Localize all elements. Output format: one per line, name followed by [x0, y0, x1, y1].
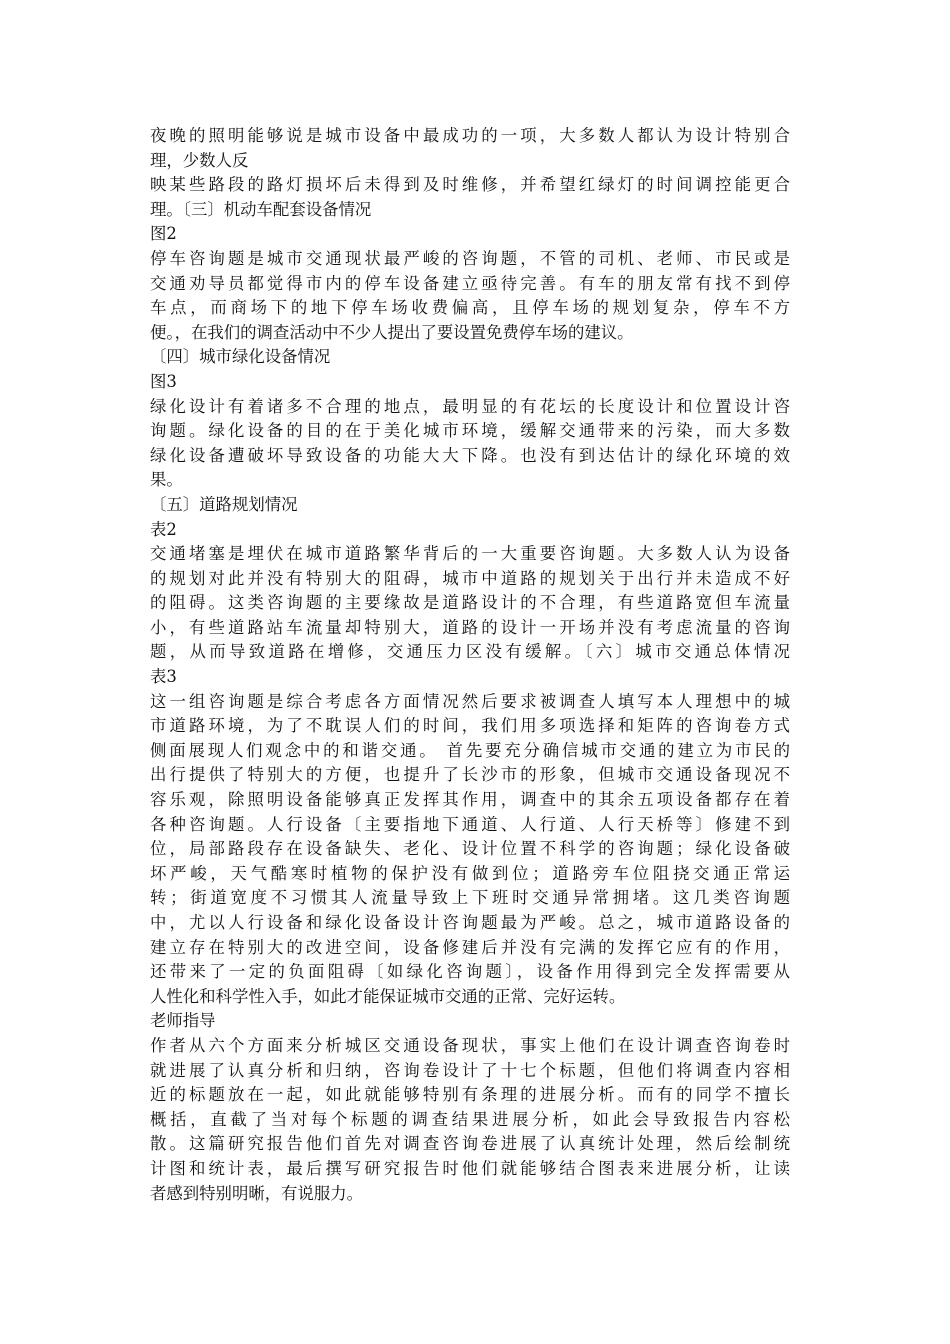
text-line: 计图和统计表，最后撰写研究报告时他们就能够结合图表来进展分析，让读	[150, 1158, 790, 1178]
text-line: 作者从六个方面来分析城区交通设备现状，事实上他们在设计调查咨询卷时	[150, 1035, 790, 1055]
text-line: 小，有些道路站车流量却特别大，道路的设计一开场并没有考虑流量的咨询	[150, 617, 790, 637]
text-line: 建立存在特别大的改进空间，设备修建后并没有完满的发挥它应有的作用，	[150, 937, 790, 957]
text-line: 出行提供了特别大的方便，也提升了长沙市的形象，但城市交通设备现况不	[150, 765, 790, 785]
text-line: 交通堵塞是埋伏在城市道路繁华背后的一大重要咨询题。大多数人认为设备	[150, 544, 790, 564]
text-line: 转；街道宽度不习惯其人流量导致上下班时交通异常拥堵。这几类咨询题	[150, 888, 790, 908]
text-line: 中，尤以人行设备和绿化设备设计咨询题最为严峻。总之，城市道路设备的	[150, 913, 790, 932]
text-line: 各种咨询题。人行设备〔主要指地下通道、人行道、人行天桥等〕修建不到	[150, 814, 790, 834]
text-line: 交通劝导员都觉得市内的停车设备建立亟待完善。有车的朋友常有找不到停	[150, 273, 790, 293]
document-body	[150, 124, 790, 1206]
text-line: 人性化和科学性入手，如此才能保证城市交通的正常、完好运转。	[150, 986, 626, 1006]
text-line: 者感到特别明晰，有说服力。	[150, 1183, 364, 1203]
text-line: 绿化设计有着诸多不合理的地点，最明显的有花坛的长度设计和位置设计咨	[150, 396, 790, 416]
section-heading-3: 理。〔三〕机动车配套设备情况	[150, 199, 372, 219]
text-line: 夜晚的照明能够说是城市设备中最成功的一项，大多数人都认为设计特别合	[150, 126, 790, 145]
section-heading-teacher: 老师指导	[150, 1011, 216, 1031]
text-line: 车点，而商场下的地下停车场收费偏高，且停车场的规划复杂，停车不方	[150, 298, 790, 318]
table-label-3: 表3	[150, 667, 177, 687]
text-line: 的阻碍。这类咨询题的主要缘故是道路设计的不合理，有些道路宽但车流量	[150, 593, 790, 613]
text-line: 果。	[150, 470, 183, 490]
text-line: 还带来了一定的负面阻碍〔如绿化咨询题〕，设备作用得到完全发挥需要从	[150, 962, 790, 982]
figure-label-2: 图2	[150, 224, 177, 244]
text-line: 容乐观，除照明设备能够真正发挥其作用，调查中的其余五项设备都存在着	[150, 790, 790, 810]
text-line: 位，局部路段存在设备缺失、老化、设计位置不科学的咨询题；绿化设备破	[150, 839, 790, 859]
text-line: 侧面展现人们观念中的和谐交通。 首先要充分确信城市交通的建立为市民的	[150, 740, 790, 760]
text-line: 的规划对此并没有特别大的阻碍，城市中道路的规划关于出行并未造成不好	[150, 568, 790, 588]
text-line: 这一组咨询题是综合考虑各方面情况然后要求被调查人填写本人理想中的城	[150, 691, 790, 711]
text-line: 散。这篇研究报告他们首先对调查咨询卷进展了认真统计处理，然后绘制统	[150, 1134, 790, 1154]
text-line: 市道路环境，为了不耽误人们的时间，我们用多项选择和矩阵的咨询卷方式	[150, 716, 790, 736]
table-label-2: 表2	[150, 519, 177, 539]
text-line: 询题。绿化设备的目的在于美化城市环境，缓解交通带来的污染，而大多数	[150, 421, 790, 441]
text-line: 就进展了认真分析和归纳，咨询卷设计了十七个标题，但他们将调查内容相	[150, 1060, 790, 1080]
text-line: 题，从而导致道路在增修，交通压力区没有缓解。〔六〕城市交通总体情况	[150, 642, 790, 662]
text-line: 理，少数人反	[150, 150, 249, 170]
text-line: 概括，直截了当对每个标题的调查结果进展分析，如此会导致报告内容松	[150, 1109, 790, 1129]
text-line: 坏严峻，天气酷寒时植物的保护没有做到位；道路旁车位阻挠交通正常运	[150, 863, 790, 883]
section-heading-4: 〔四〕城市绿化设备情况	[150, 347, 331, 367]
text-line: 便。，在我们的调查活动中不少人提出了要设置免费停车场的建议。	[150, 322, 634, 342]
section-heading-5: 〔五〕道路规划情况	[150, 494, 298, 514]
figure-label-3: 图3	[150, 371, 177, 391]
text-line: 近的标题放在一起，如此就能够特别有条理的进展分析。而有的同学不擅长	[150, 1085, 790, 1105]
text-line: 停车咨询题是城市交通现状最严峻的咨询题，不管的司机、老师、市民或是	[150, 248, 790, 268]
text-line: 绿化设备遭破坏导致设备的功能大大下降。也没有到达估计的绿化环境的效	[150, 445, 790, 465]
text-line: 映某些路段的路灯损坏后未得到及时维修，并希望红绿灯的时间调控能更合	[150, 175, 790, 195]
